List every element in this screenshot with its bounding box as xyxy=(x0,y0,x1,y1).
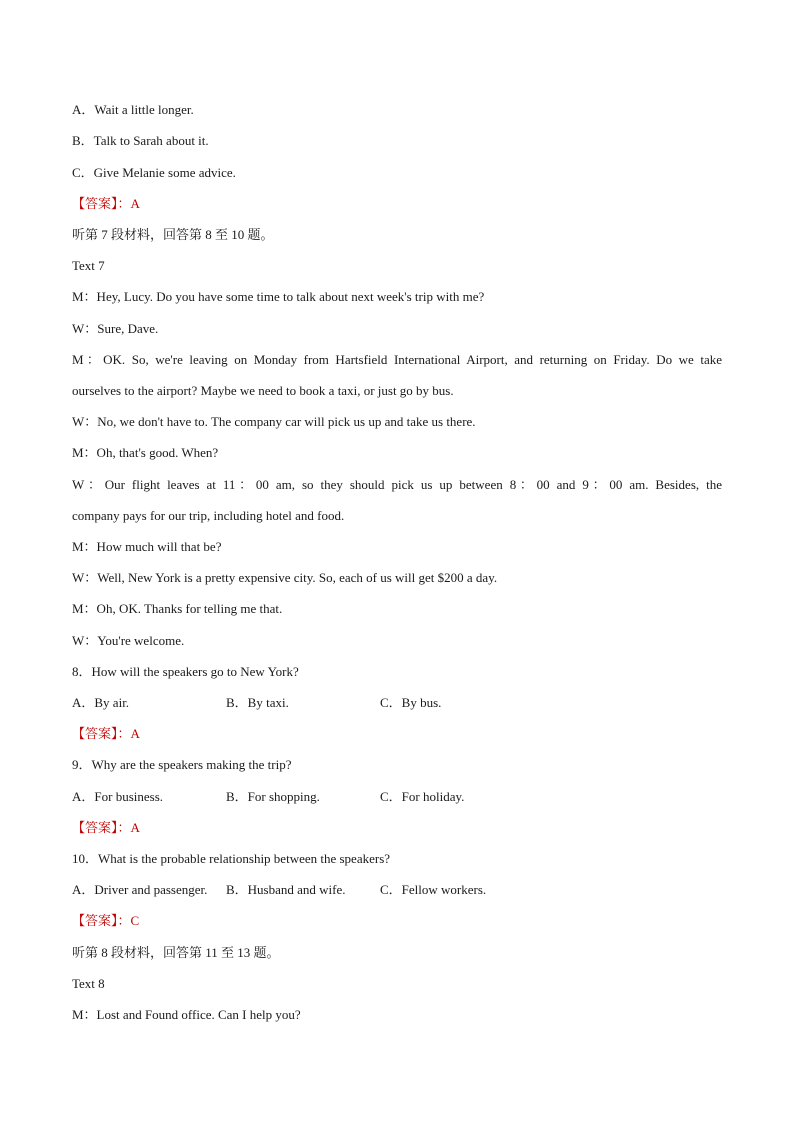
dialogue-line: W：Our flight leaves at 11：00 am, so they should pick us up between 8：00 and 9：00 am. Besides, the xyxy=(72,477,722,492)
q10-option-a: A．Driver and passenger. xyxy=(72,882,208,897)
question-8: 8．How will the speakers go to New York? xyxy=(72,664,299,679)
question-9: 9．Why are the speakers making the trip? xyxy=(72,757,292,772)
dialogue-line: W：Well, New York is a pretty expensive city. So, each of us will get $200 a day. xyxy=(72,570,498,585)
dialogue-line: W：You're welcome. xyxy=(72,633,185,648)
q8-option-a: A．By air. xyxy=(72,695,130,710)
question-10: 10．What is the probable relationship between the speakers? xyxy=(72,851,391,866)
text-title: Text 8 xyxy=(72,976,105,991)
q10-option-c: C．Fellow workers. xyxy=(380,882,487,897)
answer-value: A xyxy=(130,820,140,835)
dialogue-line: M：Oh, that's good. When? xyxy=(72,445,219,460)
answer-label: 【答案】： xyxy=(72,913,131,928)
option-c: C．Give Melanie some advice. xyxy=(72,165,236,180)
answer-line xyxy=(72,194,722,214)
dialogue-line: M：OK. So, we're leaving on Monday from Hartsfield International Airport, and returning on Friday. Do we take xyxy=(72,352,722,367)
dialogue-line: company pays for our trip, including hotel and food. xyxy=(72,508,345,523)
dialogue-line: M：Hey, Lucy. Do you have some time to talk about next week's trip with me? xyxy=(72,289,485,304)
answer-line xyxy=(72,818,722,838)
option-b: B．Talk to Sarah about it. xyxy=(72,133,209,148)
dialogue-line: W：No, we don't have to. The company car will pick us up and take us there. xyxy=(72,414,476,429)
answer-line xyxy=(72,724,722,744)
dialogue-line: ourselves to the airport? Maybe we need to book a taxi, or just go by bus. xyxy=(72,383,454,398)
q9-option-a: A．For business. xyxy=(72,789,164,804)
text-title: Text 7 xyxy=(72,258,105,273)
option-a: A．Wait a little longer. xyxy=(72,102,194,117)
answer-line xyxy=(72,911,722,931)
q9-option-b: B．For shopping. xyxy=(226,789,320,804)
q8-option-c: C．By bus. xyxy=(380,695,442,710)
answer-value: C xyxy=(130,913,140,928)
section-intro: 听第 8 段材料，回答第 11 至 13 题。 xyxy=(72,945,280,960)
dialogue-line: M：Oh, OK. Thanks for telling me that. xyxy=(72,601,283,616)
section-intro: 听第 7 段材料，回答第 8 至 10 题。 xyxy=(72,227,274,242)
answer-value: A xyxy=(130,726,140,741)
q10-option-b: B．Husband and wife. xyxy=(226,882,346,897)
dialogue-line: W：Sure, Dave. xyxy=(72,321,159,336)
answer-label: 【答案】： xyxy=(72,726,131,741)
q8-option-b: B．By taxi. xyxy=(226,695,289,710)
dialogue-line: M：Lost and Found office. Can I help you? xyxy=(72,1007,301,1022)
q9-option-c: C．For holiday. xyxy=(380,789,465,804)
answer-label: 【答案】： xyxy=(72,196,131,211)
answer-label: 【答案】： xyxy=(72,820,131,835)
dialogue-line: M：How much will that be? xyxy=(72,539,222,554)
answer-value: A xyxy=(130,196,140,211)
